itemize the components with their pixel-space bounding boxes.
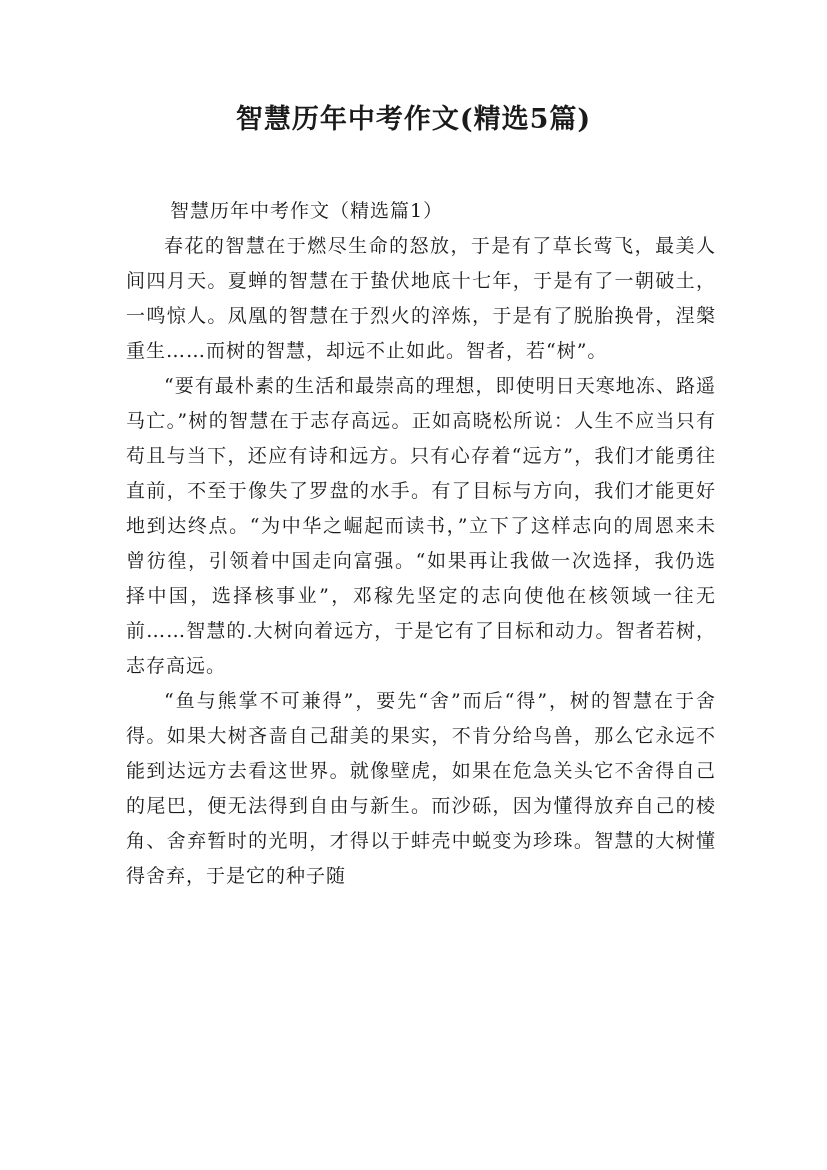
paragraph-1: 春花的智慧在于燃尽生命的怒放，于是有了草长莺飞，最美人间四月天。夏蝉的智慧在于蛰伏地底十七年，于是有了一朝破土，一鸣惊人。凤凰的智慧在于烈火的淬炼，于是有了脱胎换骨，涅槃重生……而树的智慧，却远不止如此。智者，若“树”。 — [126, 235, 716, 362]
document-body — [126, 194, 716, 894]
paragraph-2: “要有最朴素的生活和最崇高的理想，即使明日天寒地冻、路遥马亡。”树的智慧在于志存高远。正如高晓松所说：人生不应当只有苟且与当下，还应有诗和远方。只有心存着“远方”，我们才能勇往直前，不至于像失了罗盘的水手。有了目标与方向，我们才能更好地到达终点。“为中华之崛起而读书，”立下了这样志向的周恩来未曾彷徨，引领着中国走向富强。“如果再让我做一次选择，我仍选择中国，选择核事业”，邓稼先坚定的志向使他在核领域一往无前……智慧的.大树向着远方，于是它有了目标和动力。智者若树，志存高远。 — [126, 375, 716, 677]
section-heading: 智慧历年中考作文（精选篇1） — [170, 200, 444, 222]
document-title: 智慧历年中考作文(精选5篇) — [235, 104, 592, 135]
paragraph-3: “鱼与熊掌不可兼得”，要先“舍”而后“得”，树的智慧在于舍得。如果大树吝啬自己甜美的果实，不肯分给鸟兽，那么它永远不能到达远方去看这世界。就像壁虎，如果在危急关头它不舍得自己的尾巴，便无法得到自由与新生。而沙砾，因为懂得放弃自己的棱角、舍弃暂时的光明，才得以于蚌壳中蜕变为珍珠。智慧的大树懂得舍弃，于是它的种子随 — [126, 690, 716, 887]
